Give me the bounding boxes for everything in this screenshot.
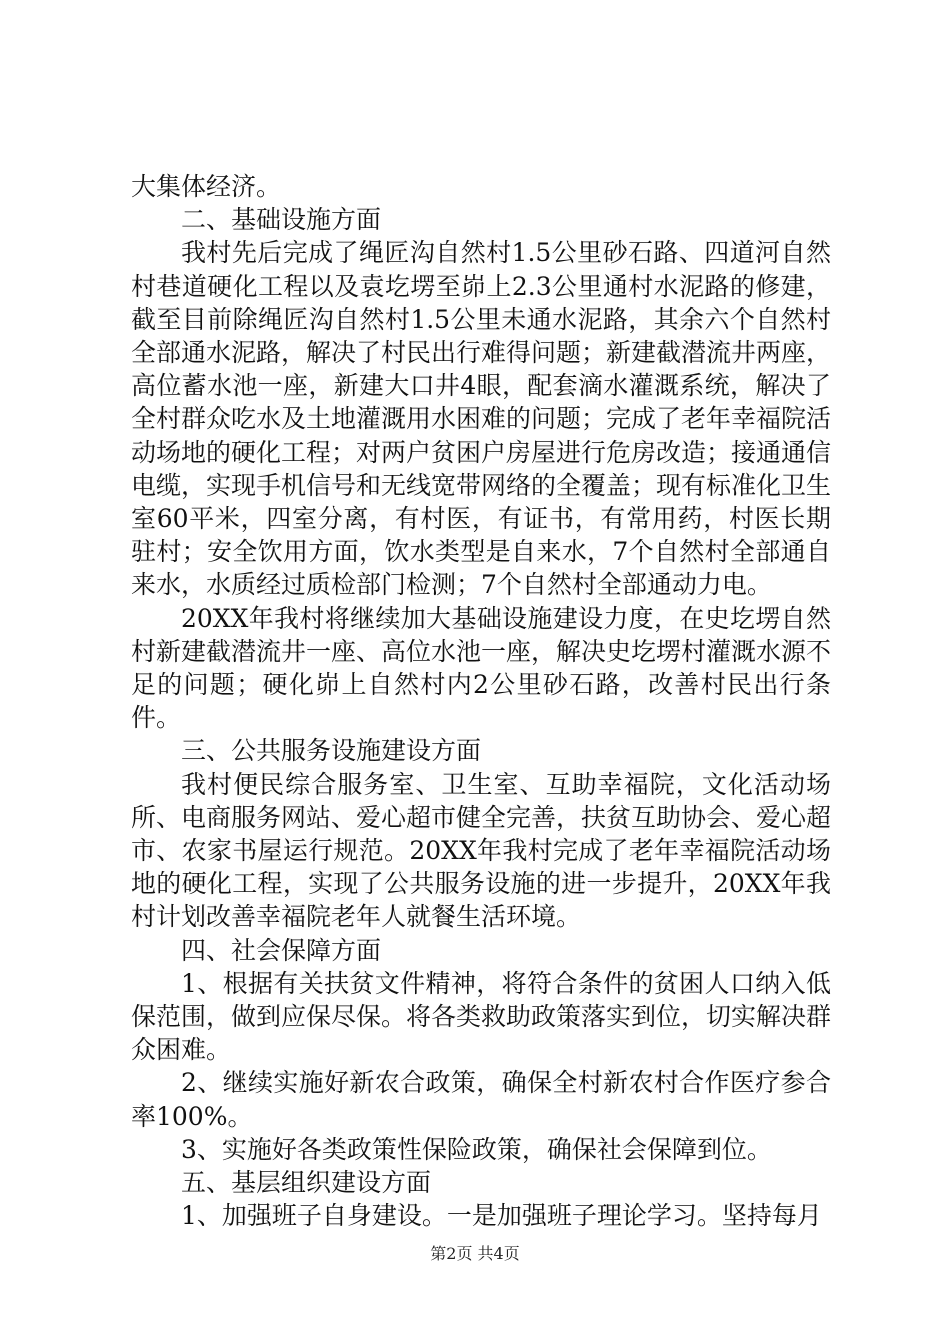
section-heading-infrastructure: 二、基础设施方面 [181,205,382,235]
paragraph-social-security-2: 2、继续实施好新农合政策，确保全村新农村合作医疗参合率100%。 [131,1068,831,1131]
paragraph-infrastructure-plan: 20XX年我村将继续加大基础设施建设力度，在史圪塄自然村新建截潜流井一座、高位水池一座，解决史圪塄村灌溉水源不足的问题；硬化峁上自然村内2公里砂石路，改善村民出行条件。 [131,603,832,733]
paragraph-continuation: 大集体经济。 [131,172,282,201]
document-body [131,170,831,1233]
paragraph-grassroots-1: 1、加强班子自身建设。一是加强班子理论学习。坚持每月 [181,1201,822,1231]
page-number-label: 第2页 共4页 [430,1244,520,1263]
page-footer [0,1244,950,1264]
paragraph-infrastructure-completed: 我村先后完成了绳匠沟自然村1.5公里砂石路、四道河自然村巷道硬化工程以及袁圪塄至峁上2.3公里通村水泥路的修建，截至目前除绳匠沟自然村1.5公里未通水泥路，其余六个自然村全部通水泥路，解决了村民出行难得问题；新建截潜流井两座，高位蓄水池一座，新建大口井4眼，配套滴水灌溉系统，解决了全村群众吃水及土地灌溉用水困难的问题；完成了老年幸福院活动场地的硬化工程；对两户贫困户房屋进行危房改造；接通通信电缆，实现手机信号和无线宽带网络的全覆盖；现有标准化卫生室60平米，四室分离，有村医，有证书，有常用药，村医长期驻村；安全饮用方面，饮水类型是自来水，7个自然村全部通自来水，水质经过质检部门检测；7个自然村全部通动力电。 [131,238,832,600]
paragraph-public-services: 我村便民综合服务室、卫生室、互助幸福院，文化活动场所、电商服务网站、爱心超市健全完善，扶贫互助协会、爱心超市、农家书屋运行规范。20XX年我村完成了老年幸福院活动场地的硬化工程，实现了公共服务设施的进一步提升，20XX年我村计划改善幸福院老年人就餐生活环境。 [131,769,832,932]
section-heading-public-services: 三、公共服务设施建设方面 [181,736,482,766]
paragraph-social-security-1: 1、根据有关扶贫文件精神，将符合条件的贫困人口纳入低保范围，做到应保尽保。将各类救助政策落实到位，切实解决群众困难。 [131,968,832,1065]
section-heading-grassroots: 五、基层组织建设方面 [181,1168,432,1198]
section-heading-social-security: 四、社会保障方面 [181,935,382,965]
paragraph-social-security-3: 3、实施好各类政策性保险政策，确保社会保障到位。 [181,1134,772,1164]
